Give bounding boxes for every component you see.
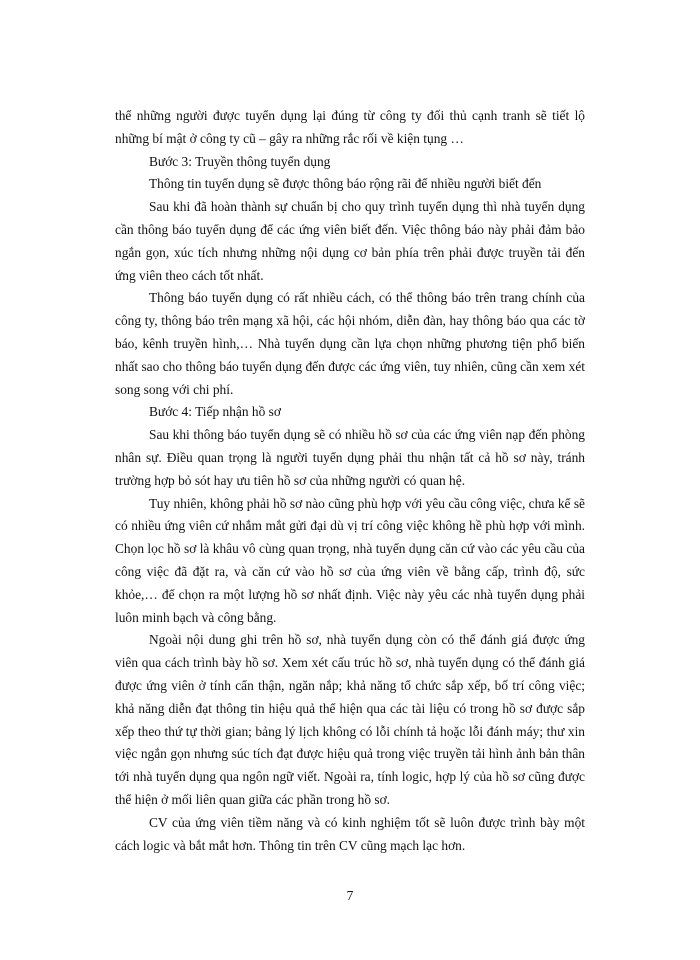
paragraph: Sau khi đã hoàn thành sự chuẩn bị cho quy trình tuyển dụng thì nhà tuyển dụng cần thông báo tuyển dụng để các ứng viên biết đến. Việc thông báo này phải đảm bảo ngắn gọn, xúc tích nhưng những nội dụng cơ bản phía trên phải được truyền tải đến ứng viên theo cách tốt nhất. [115, 199, 585, 283]
step-4-heading: Bước 4: Tiếp nhận hồ sơ [149, 404, 281, 420]
paragraph: Tuy nhiên, không phải hồ sơ nào cũng phù hợp với yêu cầu công việc, chưa kể sẽ có nhiều ứng viên cứ nhắm mắt gửi đại dù vị trí công việc không hề phù hợp với mình. Chọn lọc hồ sơ là khâu vô cùng quan trọng, nhà tuyển dụng căn cứ vào các yêu cầu của công việc đã đặt ra, và căn cứ vào hồ sơ của ứng viên về bằng cấp, trình độ, sức khỏe,… để chọn ra một lượng hồ sơ nhất định. Việc này yêu các nhà tuyển dụng phải luôn minh bạch và công bằng. [115, 495, 585, 625]
paragraph: CV của ứng viên tiềm năng và có kinh nghiệm tốt sẽ luôn được trình bày một cách logic và bắt mắt hơn. Thông tin trên CV cũng mạch lạc hơn. [115, 814, 585, 853]
paragraph: Thông báo tuyển dụng có rất nhiều cách, có thể thông báo trên trang chính của công ty, thông báo trên mạng xã hội, các hội nhóm, diễn đàn, hay thông báo qua các tờ báo, kênh truyền hình,… Nhà tuyển dụng cần lựa chọn những phương tiện phổ biến nhất sao cho thông báo tuyển dụng đến được các ứng viên, tuy nhiên, cũng cần xem xét song song với chi phí. [115, 290, 585, 397]
page-number: 7 [346, 888, 354, 903]
paragraph: Sau khi thông báo tuyển dụng sẽ có nhiều hồ sơ của các ứng viên nạp đến phòng nhân sự. Điều quan trọng là người tuyển dụng phải thu nhận tất cả hồ sơ này, tránh trường hợp bỏ sót hay ưu tiên hồ sơ của những người có quan hệ. [115, 427, 585, 488]
paragraph: thể những người được tuyển dụng lại đúng từ công ty đối thủ cạnh tranh sẽ tiết lộ những bí mật ở công ty cũ – gây ra những rắc rối về kiện tụng … [115, 108, 585, 146]
paragraph: Ngoài nội dung ghi trên hồ sơ, nhà tuyển dụng còn có thể đánh giá được ứng viên qua cách trình bày hồ sơ. Xem xét cấu trúc hồ sơ, nhà tuyển dụng có thể đánh giá được ứng viên ở tính cẩn thận, ngăn nắp; khả năng tổ chức sắp xếp, bố trí công việc; khả năng diễn đạt thông tin hiệu quả thể hiện qua các tài liệu có trong hồ sơ được sắp xếp theo thứ tự thời gian; bảng lý lịch không có lỗi chính tả hoặc lỗi đánh máy; thư xin việc ngắn gọn nhưng súc tích đạt được hiệu quả trong việc truyền tải hình ảnh bản thân tới nhà tuyển dụng qua ngôn ngữ viết. Ngoài ra, tính logic, hợp lý của hồ sơ cũng được thể hiện ở mối liên quan giữa các phần trong hồ sơ. [115, 632, 585, 807]
paragraph: Thông tin tuyển dụng sẽ được thông báo rộng rãi để nhiều người biết đến [149, 176, 542, 192]
step-3-heading: Bước 3: Truyền thông tuyển dụng [149, 153, 331, 169]
body-text [115, 105, 585, 857]
